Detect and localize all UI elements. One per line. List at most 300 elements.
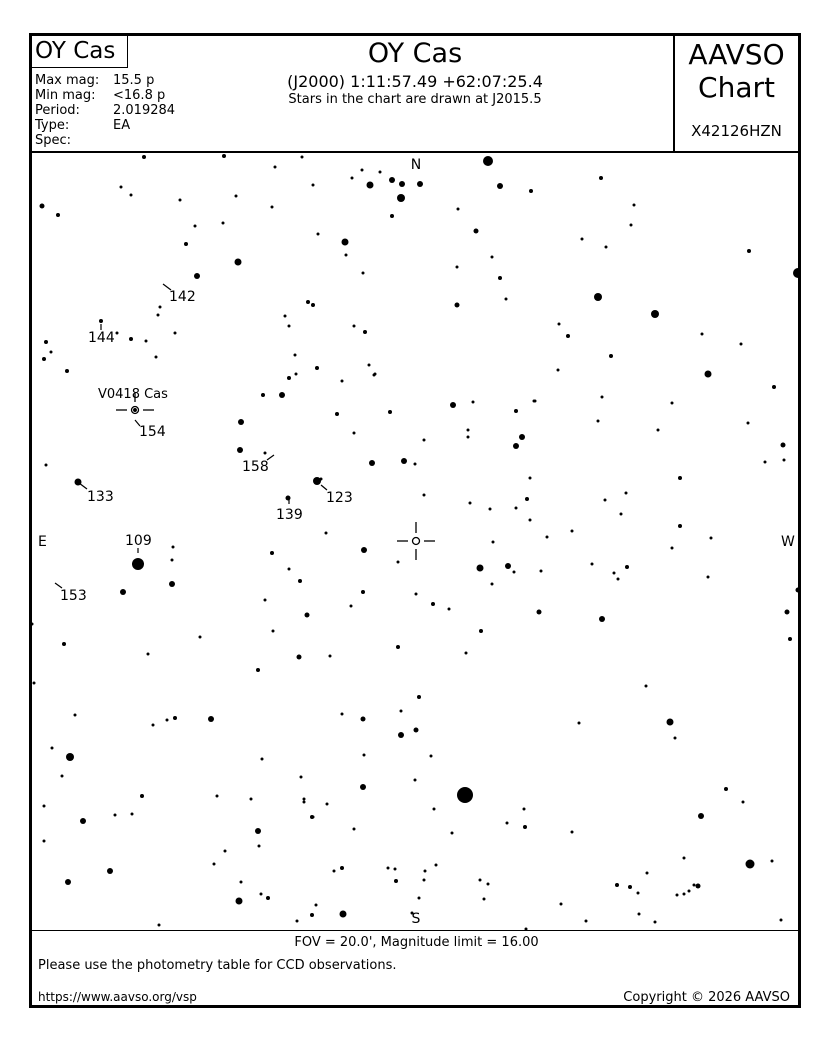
- star-dot: [258, 845, 261, 848]
- info-row-spec: Spec:: [35, 133, 72, 148]
- star-dot: [260, 893, 263, 896]
- star-field-svg: [32, 153, 801, 931]
- star-dot: [529, 189, 533, 193]
- star-dot: [423, 879, 426, 882]
- star-dot: [107, 868, 113, 874]
- footer-divider: [32, 930, 801, 931]
- star-dot: [152, 724, 155, 727]
- star-dot: [394, 868, 397, 871]
- star-dot: [414, 779, 417, 782]
- star-dot: [390, 214, 394, 218]
- star-dot: [264, 599, 267, 602]
- star-dot: [646, 872, 649, 875]
- star-dot: [301, 156, 304, 159]
- star-dot: [131, 813, 134, 816]
- star-dot: [62, 642, 66, 646]
- star-dot: [557, 369, 560, 372]
- star-dot: [594, 293, 602, 301]
- star-dot: [523, 825, 527, 829]
- star-dot: [469, 502, 472, 505]
- star-dot: [401, 458, 407, 464]
- info-row-period: Period: 2.019284: [35, 103, 176, 118]
- info-row-type: Type: EA: [35, 118, 131, 133]
- star-dot: [360, 784, 366, 790]
- star-dot: [288, 325, 291, 328]
- star-dot: [235, 259, 242, 266]
- star-dot: [418, 897, 421, 900]
- star-dot: [361, 717, 366, 722]
- star-dot: [435, 864, 438, 867]
- star-dot: [312, 184, 315, 187]
- star-dot: [620, 513, 623, 516]
- star-dot: [558, 323, 561, 326]
- star-dot: [296, 920, 299, 923]
- star-dot: [450, 402, 456, 408]
- star-dot: [467, 436, 470, 439]
- star-dot: [571, 831, 574, 834]
- star-dot: [597, 420, 600, 423]
- star-dot: [394, 879, 398, 883]
- star-dot: [601, 396, 604, 399]
- star-dot: [415, 593, 418, 596]
- star-dot: [724, 787, 728, 791]
- star-dot: [353, 432, 356, 435]
- star-dot: [42, 357, 46, 361]
- star-dot: [487, 883, 490, 886]
- star-dot: [671, 402, 674, 405]
- comp-label-153: 153: [60, 588, 87, 604]
- star-dot: [424, 870, 427, 873]
- star-dot: [169, 581, 175, 587]
- star-dot: [158, 924, 161, 927]
- chart-title: OY Cas: [367, 38, 463, 69]
- star-dot: [373, 374, 376, 377]
- star-dot: [310, 913, 314, 917]
- star-dot: [674, 737, 677, 740]
- star-dot: [361, 169, 364, 172]
- star-dot: [417, 695, 421, 699]
- star-dot: [333, 870, 336, 873]
- star-dot: [272, 630, 275, 633]
- comp-label-142: 142: [169, 289, 196, 305]
- star-dot: [747, 249, 751, 253]
- star-dot: [40, 204, 45, 209]
- star-dot: [295, 373, 298, 376]
- star-dot: [351, 177, 354, 180]
- star-dot: [515, 507, 518, 510]
- star-dot: [396, 645, 400, 649]
- star-dot: [529, 519, 532, 522]
- star-dot: [676, 894, 679, 897]
- star-dot: [326, 803, 329, 806]
- star-dot: [645, 685, 648, 688]
- star-dot: [387, 867, 390, 870]
- star-dot: [423, 439, 426, 442]
- star-dot: [235, 195, 238, 198]
- star-dot: [236, 898, 243, 905]
- compass-south: S: [411, 911, 421, 927]
- star-dot: [749, 862, 752, 865]
- coordinates: (J2000) 1:11:57.49 +62:07:25.4: [287, 72, 543, 91]
- star-dot: [628, 885, 632, 889]
- star-dot: [129, 337, 133, 341]
- star-dot: [147, 653, 150, 656]
- star-dot: [683, 893, 686, 896]
- star-dot: [780, 919, 783, 922]
- star-dot: [513, 443, 519, 449]
- star-dot: [345, 254, 348, 257]
- star-dot: [613, 572, 616, 575]
- star-dot: [637, 892, 640, 895]
- star-dot: [56, 213, 60, 217]
- star-dot: [74, 714, 77, 717]
- star-dot: [638, 913, 641, 916]
- star-dot: [256, 668, 260, 672]
- star-dot: [651, 310, 659, 318]
- star-dot: [483, 156, 493, 166]
- star-dot: [208, 716, 214, 722]
- star-dot: [340, 911, 347, 918]
- star-dot: [479, 629, 483, 633]
- star-dot: [546, 536, 549, 539]
- star-dot: [571, 530, 574, 533]
- star-dot: [287, 376, 291, 380]
- star-dot: [270, 551, 274, 555]
- star-dot: [472, 401, 475, 404]
- star-dot: [255, 828, 261, 834]
- star-dot: [671, 547, 674, 550]
- star-dot: [397, 194, 405, 202]
- star-dot: [585, 920, 588, 923]
- star-dot: [615, 883, 619, 887]
- star-dot: [361, 590, 365, 594]
- star-dot: [194, 225, 197, 228]
- star-dot: [61, 775, 64, 778]
- star-dot: [591, 563, 594, 566]
- star-dot: [578, 722, 581, 725]
- star-dot: [414, 728, 419, 733]
- star-dot: [523, 808, 526, 811]
- star-dot: [513, 571, 516, 574]
- star-dot: [463, 788, 466, 791]
- star-dot: [540, 570, 543, 573]
- star-dot: [617, 578, 620, 581]
- star-dot: [785, 610, 790, 615]
- star-dot: [479, 879, 482, 882]
- star-dot: [483, 898, 486, 901]
- comp-label-144: 144: [88, 330, 115, 346]
- comp-label-139: 139: [276, 507, 303, 523]
- star-dot: [537, 610, 542, 615]
- star-dot: [325, 532, 328, 535]
- star-dot: [194, 273, 200, 279]
- star-dot: [361, 547, 367, 553]
- star-dot: [609, 354, 613, 358]
- star-dot: [44, 340, 48, 344]
- org-box: [673, 36, 798, 152]
- star-dot: [566, 334, 570, 338]
- star-dot: [271, 206, 274, 209]
- star-dot: [599, 616, 605, 622]
- star-dot: [455, 303, 460, 308]
- star-dot: [99, 319, 103, 323]
- star-dot: [173, 716, 177, 720]
- star-dot: [389, 177, 395, 183]
- star-dot: [710, 537, 713, 540]
- epoch-note: Stars in the chart are drawn at J2015.5: [288, 92, 542, 107]
- star-dot: [172, 546, 175, 549]
- copyright: Copyright © 2026 AAVSO: [623, 990, 790, 1005]
- star-dot: [340, 866, 344, 870]
- star-field: [32, 153, 801, 931]
- star-dot: [145, 340, 148, 343]
- star-dot: [222, 222, 225, 225]
- star-dot: [701, 333, 704, 336]
- star-dot: [465, 652, 468, 655]
- star-dot: [65, 369, 69, 373]
- star-dot: [417, 181, 423, 187]
- star-name-box: OY Cas: [32, 36, 128, 68]
- star-dot: [286, 496, 291, 501]
- star-dot: [678, 524, 682, 528]
- comp-label-133: 133: [87, 489, 114, 505]
- star-dot: [783, 459, 786, 462]
- star-dot: [288, 568, 291, 571]
- star-dot: [179, 199, 182, 202]
- comp-label-154: 154: [139, 424, 166, 440]
- star-dot: [315, 904, 318, 907]
- star-dot: [350, 605, 353, 608]
- star-dot: [222, 154, 226, 158]
- star-dot: [793, 268, 801, 278]
- star-dot: [688, 890, 691, 893]
- star-dot: [771, 860, 774, 863]
- star-dot: [560, 903, 563, 906]
- star-dot: [362, 272, 365, 275]
- star-dot: [317, 233, 320, 236]
- star-dot: [261, 393, 265, 397]
- star-dot: [698, 813, 704, 819]
- star-dot: [120, 589, 126, 595]
- chart-id: X42126HZN: [691, 122, 782, 140]
- star-dot: [216, 795, 219, 798]
- star-dot: [581, 238, 584, 241]
- star-dot: [433, 808, 436, 811]
- star-dot: [250, 798, 253, 801]
- star-dot: [140, 794, 144, 798]
- star-dot: [305, 613, 310, 618]
- star-dot: [625, 565, 629, 569]
- star-dot: [66, 753, 74, 761]
- star-dot: [740, 343, 743, 346]
- star-dot: [506, 822, 509, 825]
- star-dot: [625, 492, 628, 495]
- star-dot: [341, 713, 344, 716]
- star-dot: [491, 256, 494, 259]
- star-dot: [311, 303, 315, 307]
- star-dot: [534, 400, 537, 403]
- star-dot: [529, 477, 532, 480]
- star-dot: [400, 710, 403, 713]
- star-dot: [50, 351, 53, 354]
- star-dot: [451, 832, 454, 835]
- star-dot: [266, 896, 270, 900]
- vsp-url[interactable]: https://www.aavso.org/vsp: [38, 990, 197, 1004]
- info-row-min: Min mag: <16.8 p: [35, 88, 166, 103]
- star-info: [35, 73, 175, 148]
- comp-label-109: 109: [125, 533, 152, 549]
- star-dot: [213, 863, 216, 866]
- variable-label-v0418-cas: V0418 Cas: [98, 387, 168, 402]
- star-dot: [45, 464, 48, 467]
- star-dot: [130, 194, 133, 197]
- star-dot: [114, 814, 117, 817]
- star-dot: [240, 881, 243, 884]
- star-dot: [799, 371, 802, 374]
- star-dot: [120, 186, 123, 189]
- star-dot: [772, 385, 776, 389]
- star-dot: [696, 884, 701, 889]
- star-dot: [335, 412, 339, 416]
- star-dot: [264, 452, 267, 455]
- star-dot: [505, 298, 508, 301]
- org-chart-word: Chart: [698, 71, 775, 104]
- star-dot: [654, 921, 657, 924]
- star-dot: [456, 266, 459, 269]
- star-dot: [284, 315, 287, 318]
- star-dot: [306, 300, 310, 304]
- star-dot: [65, 879, 71, 885]
- star-dot: [155, 356, 158, 359]
- star-dot: [184, 242, 188, 246]
- star-dot: [477, 565, 484, 572]
- star-dot: [294, 354, 297, 357]
- star-dot: [505, 563, 511, 569]
- star-dot: [522, 437, 525, 440]
- star-dot: [788, 637, 792, 641]
- star-dot: [379, 171, 382, 174]
- star-dot: [367, 182, 374, 189]
- star-dot: [399, 181, 405, 187]
- fov-text: FOV = 20.0', Magnitude limit = 16.00: [294, 935, 539, 950]
- star-dot: [32, 623, 34, 626]
- star-dot: [498, 276, 502, 280]
- star-dot: [363, 330, 367, 334]
- star-dot: [747, 422, 750, 425]
- star-dot: [237, 447, 243, 453]
- star-dot: [43, 840, 46, 843]
- star-dot: [398, 732, 404, 738]
- star-dot: [51, 747, 54, 750]
- star-dot: [448, 608, 451, 611]
- star-dot: [363, 754, 366, 757]
- star-dot: [781, 443, 786, 448]
- star-dot: [132, 558, 144, 570]
- star-dot: [279, 392, 285, 398]
- star-dot: [525, 497, 529, 501]
- star-dot: [414, 463, 417, 466]
- star-dot: [630, 224, 633, 227]
- star-dot: [474, 229, 479, 234]
- star-dot: [303, 801, 306, 804]
- star-dot: [33, 682, 36, 685]
- star-dot: [430, 755, 433, 758]
- star-dot: [238, 419, 244, 425]
- star-dot: [159, 306, 162, 309]
- star-dot: [116, 332, 119, 335]
- star-dot: [261, 758, 264, 761]
- star-dot: [157, 314, 160, 317]
- star-dot: [431, 602, 435, 606]
- compass-east: E: [38, 534, 47, 550]
- star-dot: [489, 508, 492, 511]
- star-dot: [657, 429, 660, 432]
- compass-west: W: [781, 534, 795, 550]
- ccd-note: Please use the photometry table for CCD observations.: [38, 958, 397, 973]
- star-dot: [166, 719, 169, 722]
- info-row-max: Max mag: 15.5 p: [35, 73, 155, 88]
- star-dot: [297, 655, 302, 660]
- star-dot: [171, 559, 174, 562]
- org-name: AAVSO: [688, 38, 785, 71]
- star-dot: [312, 816, 315, 819]
- star-dot: [604, 499, 607, 502]
- comp-label-158: 158: [242, 459, 269, 475]
- star-dot: [142, 155, 146, 159]
- star-dot: [174, 332, 177, 335]
- star-dot: [492, 541, 495, 544]
- star-dot: [457, 208, 460, 211]
- star-dot: [80, 818, 86, 824]
- star-dot: [388, 410, 392, 414]
- star-dot: [678, 476, 682, 480]
- star-dot: [764, 461, 767, 464]
- star-dot: [397, 561, 400, 564]
- star-dot: [467, 429, 470, 432]
- star-dot: [224, 850, 227, 853]
- star-dot: [43, 805, 46, 808]
- star-dot: [298, 579, 302, 583]
- star-dot: [315, 366, 319, 370]
- star-dot: [342, 239, 349, 246]
- star-dot: [300, 776, 303, 779]
- star-dot: [683, 857, 686, 860]
- comp-label-123: 123: [326, 490, 353, 506]
- star-dot: [491, 583, 494, 586]
- star-dot: [423, 494, 426, 497]
- star-dot: [199, 636, 202, 639]
- star-dot: [514, 409, 518, 413]
- star-dot: [341, 380, 344, 383]
- star-dot: [303, 798, 306, 801]
- star-dot: [633, 204, 636, 207]
- compass-north: N: [410, 157, 422, 173]
- star-dot: [705, 371, 712, 378]
- target-crosshair: [397, 522, 435, 560]
- star-dot: [320, 478, 323, 481]
- star-dot: [329, 655, 332, 658]
- star-dot: [667, 719, 674, 726]
- star-dot: [274, 166, 277, 169]
- star-dot: [693, 884, 696, 887]
- star-dot: [742, 801, 745, 804]
- star-dot: [368, 364, 371, 367]
- star-dot: [369, 460, 375, 466]
- star-dot: [707, 576, 710, 579]
- star-dot: [353, 828, 356, 831]
- star-dot: [353, 325, 356, 328]
- star-dot: [605, 246, 608, 249]
